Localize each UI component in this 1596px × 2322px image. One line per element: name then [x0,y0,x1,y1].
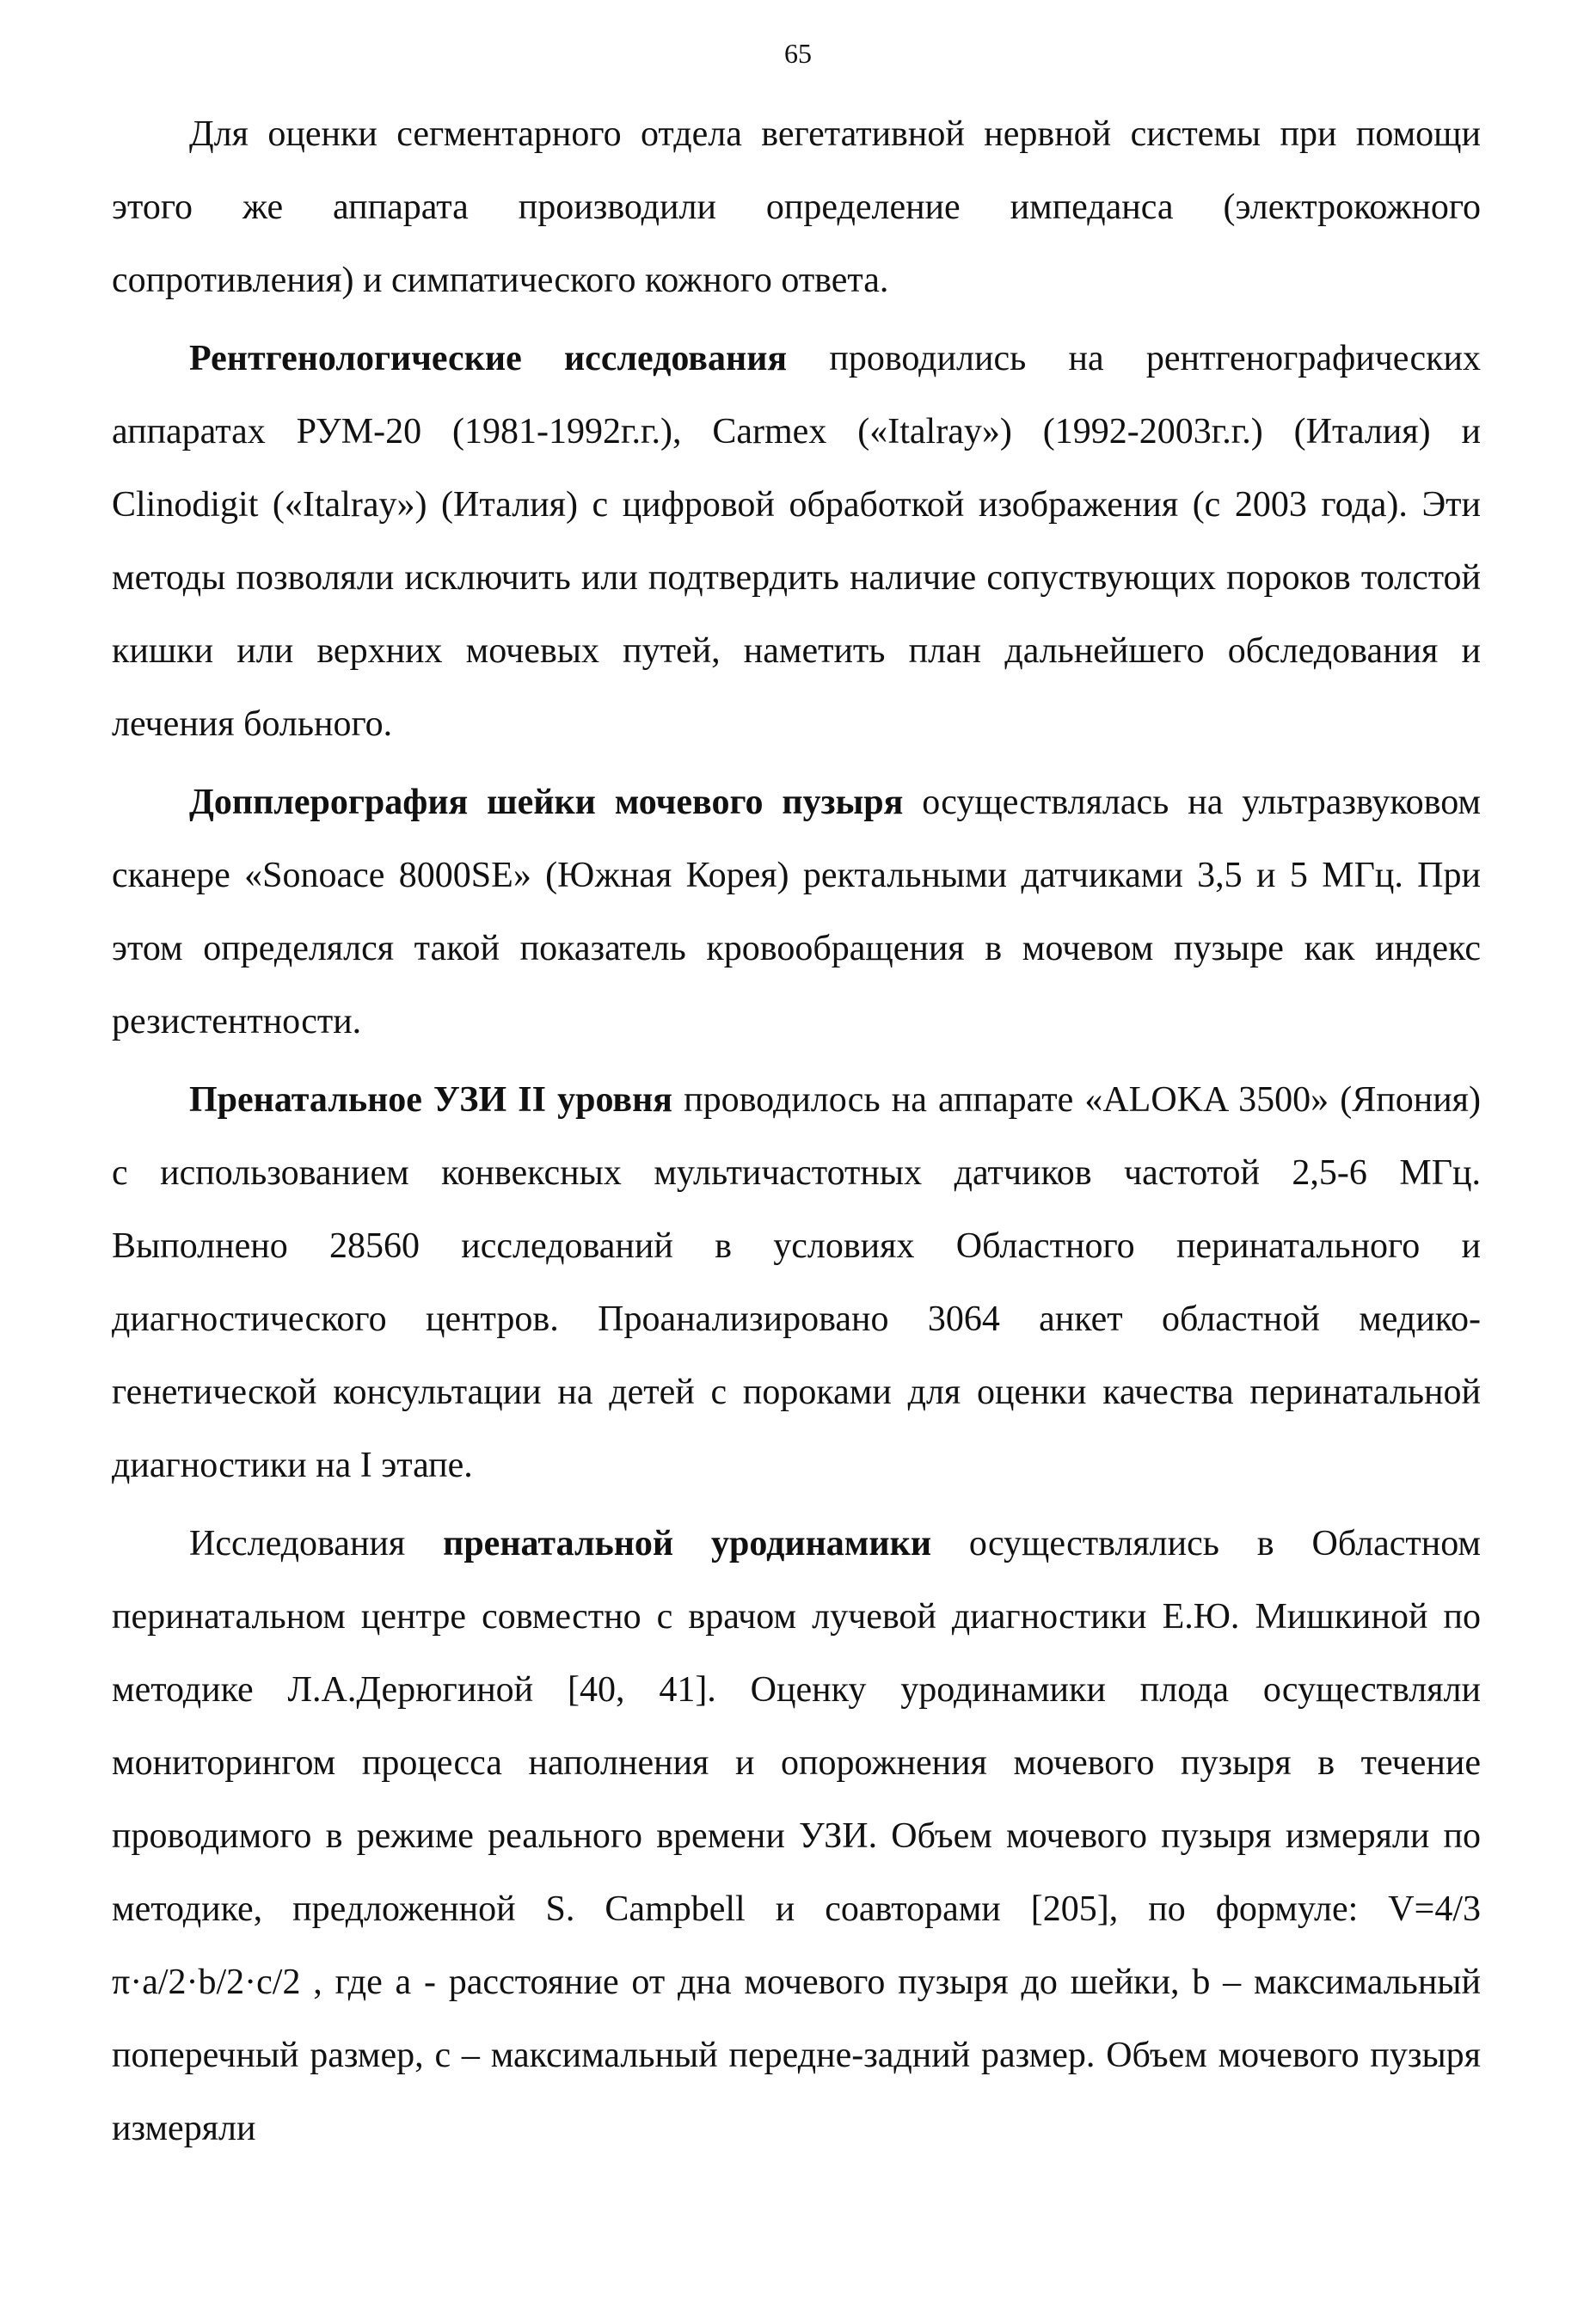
paragraph-heading-bold: пренатальной уродинамики [443,1524,932,1563]
paragraph-heading-bold: Рентгенологические исследования [189,339,788,378]
paragraph-text: Для оценки сегментарного отдела вегетативной нервной системы при помощи этого же аппарата производили определение импеданса (электрокожного сопротивления) и симпатического кожного ответа. [112,114,1481,300]
paragraph-vegetative-assessment [112,98,1481,317]
paragraph-text: проводилось на аппарате «ALOKA 3500» (Япония) с использованием конвексных мультичастотных датчиков частотой 2,5-6 МГц. Выполнено 28560 исследований в условиях Областного перинатального и диагностического центров. Проанализировано 3064 анкет областной медико-генетической консультации на детей с пороками для оценки качества перинатальной диагностики на I этапе. [112,1080,1481,1485]
document-body [112,98,1481,2171]
paragraph-lead-text: Исследования [189,1524,444,1563]
paragraph-text: проводились на рентгенографических аппаратах РУМ-20 (1981-1992г.г.), Carmex («Italray») (1992-2003г.г.) (Италия) и Clinodigit («Italray») (Италия) с цифровой обработкой изображения (с 2003 года). Эти методы позволяли исключить или подтвердить наличие сопуствующих пороков толстой кишки или верхних мочевых путей, наметить план дальнейшего обследования и лечения больного. [112,339,1482,744]
paragraph-heading-bold: Пренатальное УЗИ II уровня [189,1080,673,1120]
paragraph-heading-bold: Допплерография шейки мочевого пузыря [189,783,904,822]
page-number: 65 [784,38,812,69]
paragraph-text: осуществлялась на ультразвуковом сканере «Sonoace 8000SE» (Южная Корея) ректальными датчиками 3,5 и 5 МГц. При этом определялся такой показатель кровообращения в мочевом пузыре как индекс резистентности. [112,783,1481,1041]
paragraph-prenatal-ultrasound [112,1064,1481,1502]
paragraph-radiology [112,322,1481,761]
paragraph-text: осуществлялись в Областном перинатальном центре совместно с врачом лучевой диагностики Е.Ю. Мишкиной по методике Л.А.Дерюгиной [40, 41]. Оценку уродинамики плода осуществляли мониторингом процесса наполнения и опорожнения мочевого пузыря в течение проводимого в режиме реального времени УЗИ. Объем мочевого пузыря измеряли по методике, предложенной S. Campbell и соавторами [205], по формуле: V=4/3 π·a/2·b/2·c/2 , где а - расстояние от дна мочевого пузыря до шейки, b – максимальный поперечный размер, с – максимальный передне-задний размер. Объем мочевого пузыря измеряли [112,1524,1482,2148]
paragraph-prenatal-urodynamics [112,1508,1481,2165]
paragraph-doppler [112,766,1481,1059]
